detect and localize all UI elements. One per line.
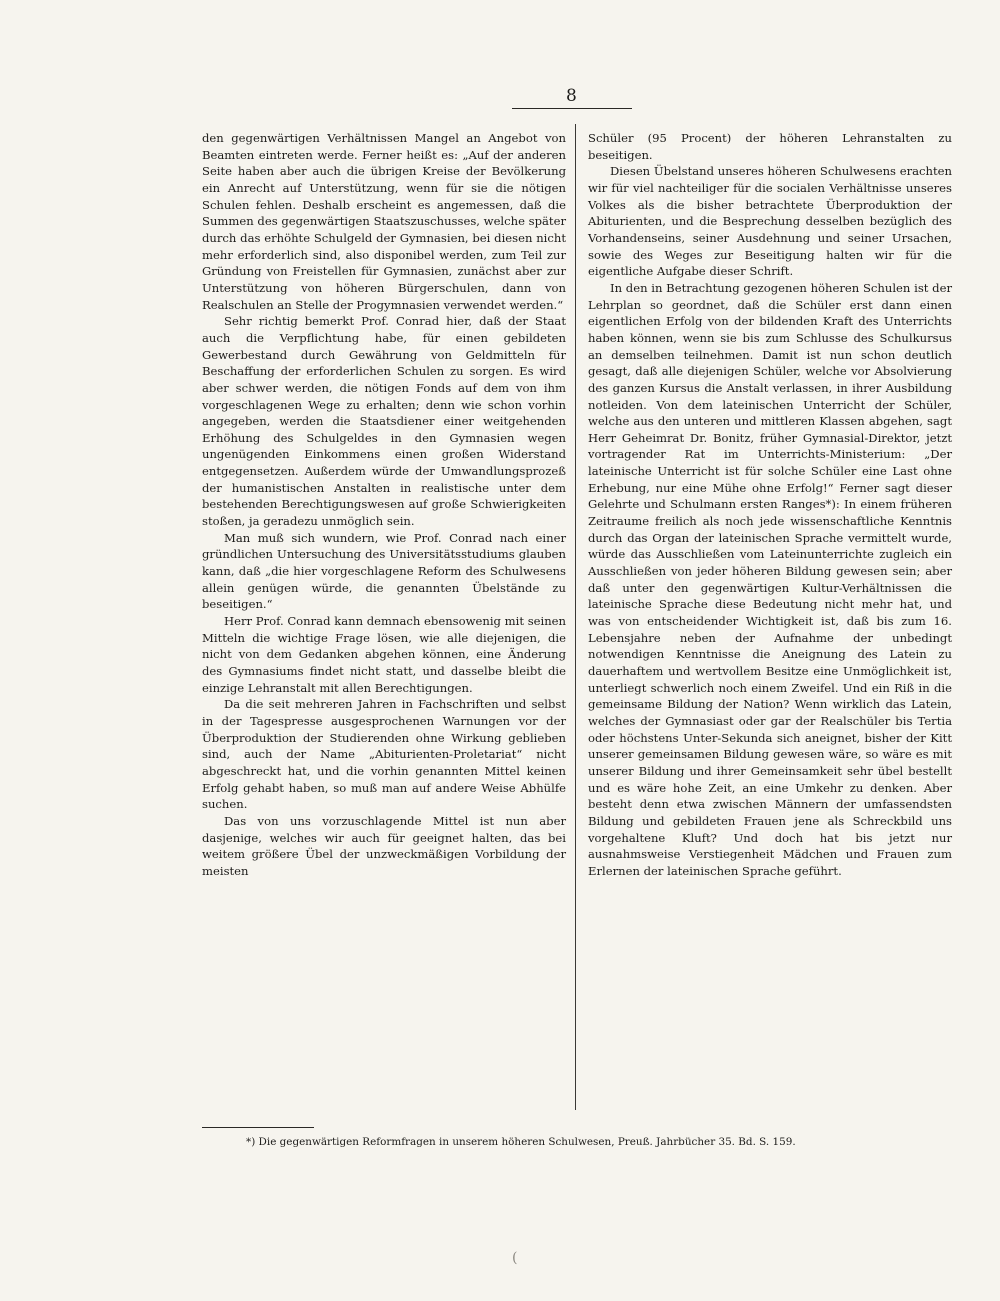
paragraph: Sehr richtig bemerkt Prof. Conrad hier, daß der Staat auch die Verpflichtung habe, für einen gebildeten Gewerbestand durch Gewährung von Geldmitteln für Beschaffung der erforderlichen Schulen zu sorgen. Es wird aber schwer werden, die nötigen Fonds auf dem von ihm vorgeschlagenen Wege zu erhalten; denn wie schon vorhin angegeben, werden die Staatsdiener einer weitgehenden Erhöhung des Schulgeldes in den Gymnasien wegen ungenügenden Einkommens einen großen Widerstand entgegensetzen. Außerdem würde der Umwandlungsprozeß der humanistischen Anstalten in realistische unter dem bestehenden Berechtigungswesen auf große Schwierigkeiten stoßen, ja geradezu unmöglich sein. (202, 314, 566, 529)
paragraph: Das von uns vorzuschlagende Mittel ist nun aber dasjenige, welches wir auch für geeignet halten, das bei weitem größere Übel der unzweckmäßigen Vorbildung der meisten (202, 813, 566, 878)
paragraph: den gegenwärtigen Verhältnissen Mangel an Angebot von Beamten eintreten werde. Ferner heißt es: „Auf der anderen Seite haben aber auch die übrigen Kreise der Bevölkerung ein Anrecht auf Unterstützung, wenn für sie die nötigen Schulen fehlen. Deshalb erscheint es angemessen, daß die Summen des gegenwärtigen Staatszuschusses, welche später durch das erhöhte Schulgeld der Gymnasien, bei diesen nicht mehr erforderlich sind, also disponibel werden, zum Teil zur Gründung von Freistellen für Gymnasien, zunächst aber zur Unterstützung von höheren Bürgerschulen, dann von Realschulen an Stelle der Progymnasien verwendet werden.“ (202, 131, 566, 312)
column-divider (575, 124, 576, 1110)
footnote-rule (202, 1127, 314, 1128)
left-column (202, 130, 566, 880)
page-number: 8 (566, 86, 577, 106)
paper-mark: ( (512, 1250, 518, 1266)
paragraph: In den in Betrachtung gezogenen höheren Schulen ist der Lehrplan so geordnet, daß die Schüler erst dann einen eigentlichen Erfolg von der bildenden Kraft des Unterrichts haben können, wenn sie bis zum Schlusse des Schulkursus an demselben teilnehmen. Damit ist nun schon deutlich gesagt, daß alle diejenigen Schüler, welche vor Absolvierung des ganzen Kursus die Anstalt verlassen, in ihrer Ausbildung notleiden. Von dem lateinischen Unterricht der Schüler, welche aus den unteren und mittleren Klassen abgehen, sagt Herr Geheimrat Dr. Bonitz, früher Gymnasial-Direktor, jetzt vortragender Rat im Unterrichts-Ministerium: „Der lateinische Unterricht ist für solche Schüler eine Last ohne Erhebung, nur eine Mühe ohne Erfolg!“ Ferner sagt dieser Gelehrte und Schulmann ersten Ranges*): In einem früheren Zeitraume freilich als noch jede wissenschaftliche Kenntnis durch das Organ der lateinischen Sprache vermittelt wurde, würde das Ausschließen vom Lateinunterrichte zugleich ein Ausschließen von jeder höheren Bildung gewesen sein; aber daß unter den gegenwärtigen Kultur-Verhältnissen die lateinische Sprache diese Bedeutung nicht mehr hat, und was von entscheidender Wichtigkeit ist, daß bis zum 16. Lebensjahre neben der Aufnahme der unbedingt notwendigen Kenntnisse die Aneignung des Latein zu dauerhaftem und wertvollem Besitze eine Unmöglichkeit ist, unterliegt schwerlich noch einem Zweifel. Und ein Riß in die gemeinsame Bildung der Nation? Wenn wirklich das Latein, welches der Gymnasiast oder gar der Realschüler bis Tertia oder höchstens Unter-Sekunda sich aneignet, bisher der Kitt unserer gemeinsamen Bildung gewesen wäre, so wäre es mit unserer Bildung und ihrer Gemeinsamkeit sehr übel bestellt und es wäre hohe Zeit, an eine Umkehr zu denken. Aber besteht denn etwa zwischen Männern der umfassendsten Bildung und gebildeten Frauen jene als Schreckbild uns vorgehaltene Kluft? Und doch hat bis jetzt nur ausnahmsweise Verstiegenheit Mädchen und Frauen zum Erlernen der lateinischen Sprache geführt. (588, 280, 952, 878)
paragraph: Schüler (95 Procent) der höheren Lehranstalten zu beseitigen. (588, 131, 952, 162)
paragraph: Diesen Übelstand unseres höheren Schulwesens erachten wir für viel nachteiliger für die socialen Verhältnisse unseres Volkes als die bisher betrachtete Überproduktion der Abiturienten, und die Besprechung desselben bezüglich des Vorhandenseins, seiner Ausdehnung und seiner Ursachen, sowie des Weges zur Beseitigung halten wir für die eigentliche Aufgabe dieser Schrift. (588, 164, 952, 279)
right-column (588, 130, 952, 880)
paragraph: Da die seit mehreren Jahren in Fachschriften und selbst in der Tagespresse ausgesprochenen Warnungen vor der Überproduktion der Studierenden ohne Wirkung geblieben sind, auch der Name „Abiturienten-Proletariat“ nicht abgeschreckt hat, und die vorhin genannten Mittel keinen Erfolg gehabt haben, so muß man auf andere Weise Abhülfe suchen. (202, 697, 566, 812)
paragraph: Man muß sich wundern, wie Prof. Conrad nach einer gründlichen Untersuchung des Universitätsstudiums glauben kann, daß „die hier vorgeschlagene Reform des Schulwesens allein genügen würde, die genannten Übelstände zu beseitigen.“ (202, 530, 566, 612)
paragraph: Herr Prof. Conrad kann demnach ebensowenig mit seinen Mitteln die wichtige Frage lösen, wie alle diejenigen, die nicht von dem Gedanken abgehen können, eine Änderung des Gymnasiums findet nicht statt, und dasselbe bleibt die einzige Lehranstalt mit allen Berechtigungen. (202, 614, 567, 695)
footnote: *) Die gegenwärtigen Reformfragen in unserem höheren Schulwesen, Preuß. Jahrbücher 35. Bd. S. 159. (246, 1136, 796, 1148)
header-rule (512, 108, 632, 109)
